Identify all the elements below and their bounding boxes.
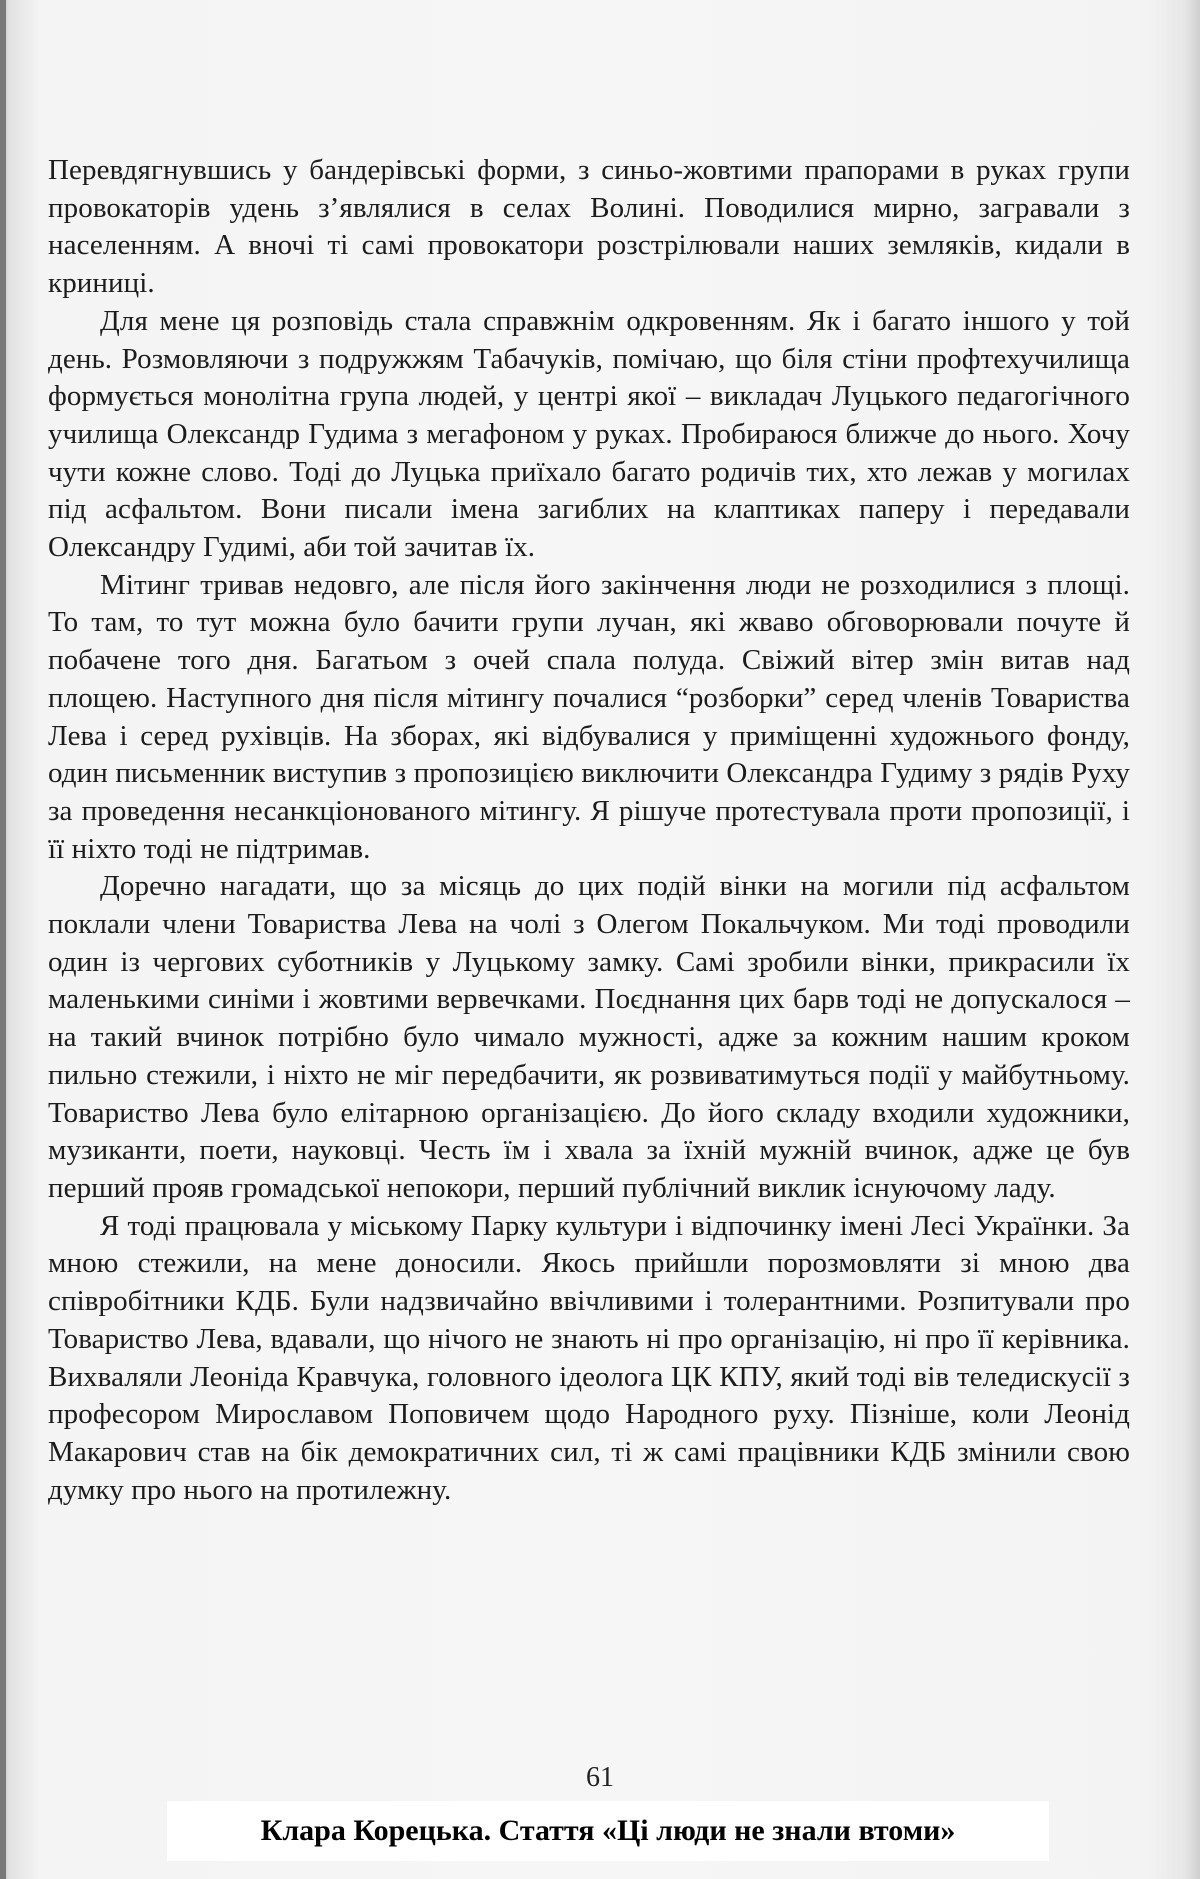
body-text bbox=[48, 152, 1130, 1509]
caption-text: Клара Корецька. Стаття «Ці люди не знали втоми» bbox=[260, 1814, 956, 1847]
paragraph: Для мене ця розповідь стала справжнім одкровенням. Як і багато іншого у той день. Розмовляючи з подружжям Табачуків, помічаю, що біля стіни профтехучилища формується монолітна група людей, у центрі якої – викладач Луцького педагогічного училища Олександр Гудима з мегафоном у руках. Пробираюся ближче до нього. Хочу чути кожне слово. Тоді до Луцька приїхало багато родичів тих, хто лежав у могилах під асфальтом. Вони писали імена загиблих на клаптиках паперу і передавали Олександру Гудимі, аби той зачитав їх. bbox=[48, 304, 1130, 564]
page-number: 61 bbox=[586, 1762, 614, 1793]
paragraph: Мітинг тривав недовго, але після його закінчення люди не розходилися з площі. То там, то тут можна було бачити групи лучан, які жваво обговорювали почуте й побачене того дня. Багатьом з очей спала полуда. Свіжий вітер змін витав над площею. Наступного дня після мітингу почалися “розборки” серед членів Товариства Лева і серед рухівців. На зборах, які відбувалися у приміщенні художнього фонду, один письменник виступив з пропозицією виключити Олександра Гудиму з рядів Руху за проведення несанкціонованого мітингу. Я рішуче протестувала проти пропозиції, і її ніхто тоді не підтримав. bbox=[48, 568, 1130, 865]
paragraph: Я тоді працювала у міському Парку культури і відпочинку імені Лесі Українки. За мною стежили, на мене доносили. Якось прийшли порозмовляти зі мною два співробітники КДБ. Були надзвичайно ввічливими і толерантними. Розпитували про Товариство Лева, вдавали, що нічого не знають ні про організацію, ні про її керівника. Вихваляли Леоніда Кравчука, головного ідеолога ЦК КПУ, який тоді вів теледискусії з професором Мирославом Поповичем щодо Народного руху. Пізніше, коли Леонід Макарович став на бік демократичних сил, ті ж самі працівники КДБ змінили свою думку про нього на протилежну. bbox=[48, 1209, 1130, 1506]
page-edge-shadow bbox=[0, 0, 6, 1879]
paragraph: Перевдягнувшись у бандерівські форми, з синьо-жовтими прапорами в руках групи провокаторів удень з’являлися в селах Волині. Поводилися мирно, загравали з населенням. А вночі ті самі провокатори розстрілювали наших земляків, кидали в криниці. bbox=[48, 154, 1130, 300]
paragraph: Доречно нагадати, що за місяць до цих подій вінки на могили під асфальтом поклали члени Товариства Лева на чолі з Олегом Покальчуком. Ми тоді проводили один із чергових суботників у Луцькому замку. Самі зробили вінки, прикрасили їх маленькими синіми і жовтими вервечками. Поєднання цих барв тоді не допускалося – на такий вчинок потрібно було чимало мужності, адже за кожним нашим кроком пильно стежили, і ніхто не міг передбачити, як розвиватимуться події у майбутньому. Товариство Лева було елітарною організацією. До його складу входили художники, музиканти, поети, науковці. Честь їм і хвала за їхній мужній вчинок, адже це був перший прояв громадської непокори, перший публічний виклик існуючому ладу. bbox=[48, 870, 1130, 1204]
caption-box bbox=[167, 1801, 1049, 1861]
